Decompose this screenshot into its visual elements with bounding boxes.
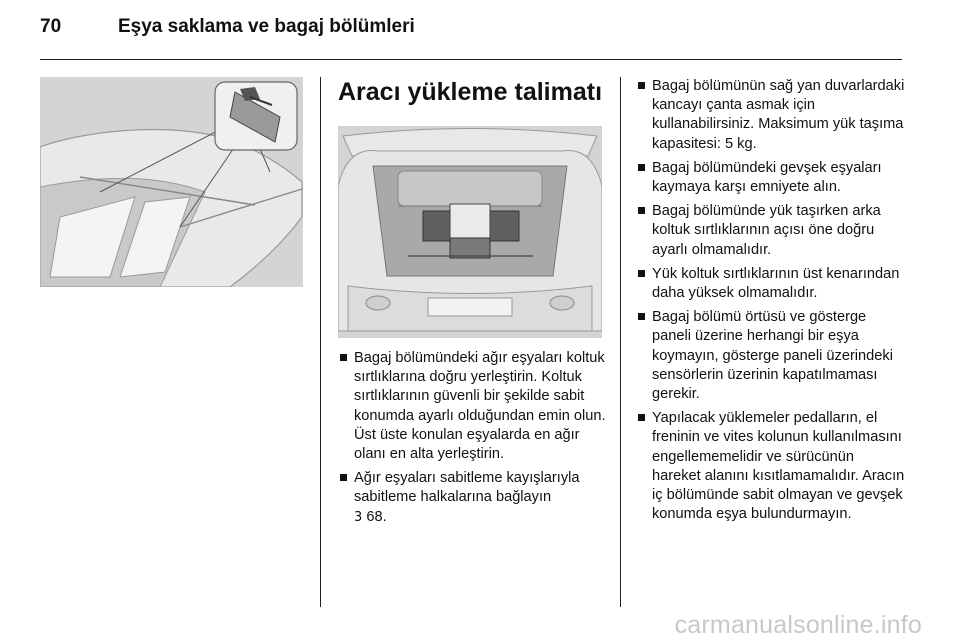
list-item: Bagaj bölümü örtüsü ve gösterge paneli üzerine herhangi bir eşya koymayın, gösterge paneli üzerindeki sensörlerin üzerinin kapatılmaması gerekir. (637, 308, 905, 404)
loading-instructions-list-right (637, 77, 905, 529)
column-divider-left (320, 77, 321, 607)
header-divider (40, 59, 902, 60)
column-divider-right (620, 77, 621, 607)
list-item: Yük koltuk sırtlıklarının üst kenarından daha yüksek olmamalıdır. (637, 265, 905, 303)
loading-instructions-list-middle (339, 349, 607, 532)
list-item: Yapılacak yüklemeler pedalların, el freninin ve vites kolunun kullanılmasını engellememelidir ve sürücünün hareket alanını kısıtlamamalıdır. Aracın iç bölümünde sabit olmayan ve gevşek konumda eşya bulundurmayın. (637, 409, 905, 524)
list-item: Bagaj bölümündeki ağır eşyaları koltuk sırtlıklarına doğru yerleştirin. Koltuk sırtlıklarının güvenli bir şekilde sabit konumda ayarlı olduğundan emin olun. Üst üste konulan eşyalarda en ağır olanı en alta yerleştirin. (339, 349, 607, 464)
chapter-title: Eşya saklama ve bagaj bölümleri (118, 16, 415, 37)
page-reference[interactable]: 68. (366, 508, 387, 525)
watermark: carmanualsonline.info (674, 611, 922, 639)
page-reference-icon: 3 (354, 509, 363, 525)
list-item: Ağır eşyaları sabitleme kayışlarıyla sabitleme halkalarına bağlayın 3 68. (339, 469, 607, 527)
section-title: Aracı yükleme talimatı (338, 78, 603, 106)
car-trunk-open-illustration (338, 126, 602, 338)
list-item: Bagaj bölümünde yük taşırken arka koltuk sırtlıklarının açısı öne doğru ayarlı olmamalıdır. (637, 202, 905, 260)
list-item: Bagaj bölümündeki gevşek eşyaları kaymaya karşı emniyete alın. (637, 159, 905, 197)
page-number: 70 (40, 16, 62, 37)
list-item: Bagaj bölümünün sağ yan duvarlardaki kancayı çanta asmak için kullanabilirsiniz. Maksimum yük taşıma kapasitesi: 5 kg. (637, 77, 905, 154)
car-roof-lashing-eyes-illustration (40, 77, 303, 287)
